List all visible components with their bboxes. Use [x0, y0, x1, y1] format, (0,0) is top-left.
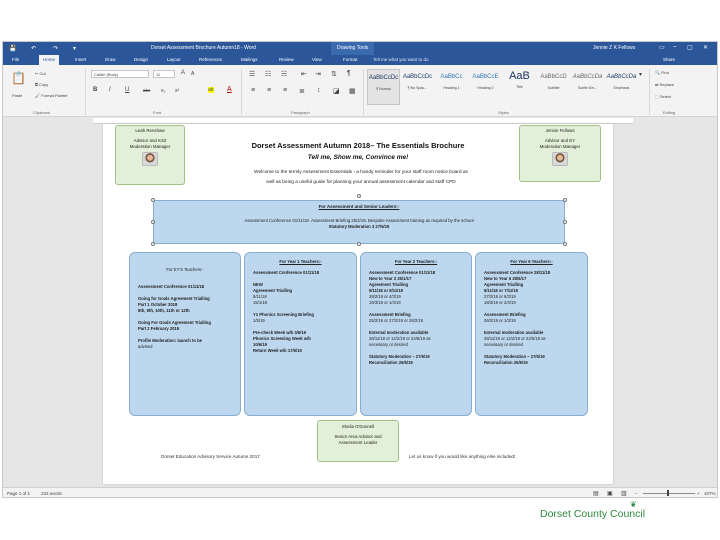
- year-1-teachers-box[interactable]: For Year 1 Teachers:- Assessment Conference 01/11/18 NEW Agreement Trialling 5/11/18 15/1/19 Y1 Phonics Screening Briefing 1/5/19 Pre-check Week w/b 3/6/19 Phonics Screening Week w/b 10/6/19 Return Week w/b 17/6/19: [244, 252, 357, 416]
- leaders-box-heading: For Assessment and Senior Leaders:-: [318, 204, 400, 209]
- title-bar: [3, 42, 718, 55]
- save-icon[interactable]: 💾: [9, 46, 17, 52]
- style-heading-2[interactable]: AaBbCcE Heading 2: [472, 74, 499, 90]
- window-title: Dorset Assessment Brochure Autumn18 - Word: [151, 45, 256, 51]
- strikethrough-button[interactable]: abc: [143, 88, 151, 93]
- tab-review[interactable]: Review: [279, 57, 294, 62]
- style-title[interactable]: AaB Title: [509, 70, 530, 89]
- grow-font-button[interactable]: A: [181, 70, 186, 76]
- zoom-slider-thumb[interactable]: [667, 490, 669, 496]
- borders-icon[interactable]: ▦: [349, 88, 356, 95]
- font-color-button[interactable]: A: [227, 86, 232, 93]
- show-formatting-icon[interactable]: ¶: [347, 70, 351, 77]
- right-contact-photo: [552, 152, 568, 166]
- copy-icon: ⧉: [35, 82, 39, 87]
- left-contact-photo: [142, 152, 158, 166]
- resize-handle[interactable]: [151, 220, 155, 224]
- resize-handle[interactable]: [151, 198, 155, 202]
- paste-icon[interactable]: 📋: [11, 71, 26, 85]
- clipboard-group-label: Clipboard: [33, 110, 51, 115]
- page-count[interactable]: Page 1 of 1: [7, 491, 31, 496]
- tell-me-search[interactable]: Tell me what you want to do: [373, 57, 429, 62]
- font-name-combo[interactable]: Calibri (Body): [91, 70, 149, 78]
- left-contact-name: Leah Renshaw: [135, 128, 165, 133]
- rotate-handle[interactable]: [357, 194, 361, 198]
- redo-icon[interactable]: ↷: [53, 46, 59, 52]
- style-no-spacing[interactable]: AaBbCcDc ¶ No Spac...: [402, 74, 433, 90]
- zoom-out-icon[interactable]: –: [635, 491, 638, 496]
- tab-references[interactable]: References: [199, 57, 223, 62]
- line-spacing-icon[interactable]: ↕: [317, 87, 321, 94]
- ribbon-separator: [649, 69, 650, 115]
- leaders-box-line-2: Statutory Moderation 3 27/6/19: [328, 224, 390, 229]
- select-icon: ⬚: [655, 94, 660, 99]
- tab-layout[interactable]: Layout: [167, 57, 181, 62]
- highlight-button[interactable]: ab: [208, 87, 214, 93]
- font-size-combo[interactable]: 11: [153, 70, 175, 78]
- justify-icon[interactable]: ≣: [299, 88, 305, 95]
- copy-button[interactable]: ⧉ Copy: [35, 82, 49, 87]
- minimize-button[interactable]: –: [673, 44, 677, 50]
- drawing-tools-context-label: Drawing Tools: [331, 42, 374, 55]
- status-bar: [3, 487, 718, 498]
- ribbon-separator: [241, 69, 242, 115]
- ribbon-display-options-icon[interactable]: ▭: [659, 45, 665, 51]
- tab-home[interactable]: Home: [39, 55, 59, 65]
- left-contact-role-2: Moderation Manager: [129, 144, 171, 149]
- close-button[interactable]: ✕: [703, 45, 709, 51]
- bottom-contact-name: Sheila O'Donnell: [341, 424, 375, 429]
- multilevel-list-icon[interactable]: ☵: [281, 71, 288, 78]
- superscript-button[interactable]: x²: [175, 88, 180, 94]
- right-contact-box[interactable]: [519, 125, 601, 182]
- column-heading: For Year 6 Teachers:-: [510, 259, 553, 264]
- document-subtitle: Tell me, Show me, Convince me!: [307, 154, 409, 161]
- tab-design[interactable]: Design: [134, 57, 149, 62]
- tab-file[interactable]: File: [12, 57, 20, 62]
- footer-right: Let us know if you would like anything else included!: [409, 454, 516, 459]
- decrease-indent-icon[interactable]: ⇤: [301, 71, 307, 78]
- tab-mailings[interactable]: Mailings: [241, 57, 258, 62]
- tab-draw[interactable]: Draw: [105, 57, 116, 62]
- document-canvas: [3, 124, 718, 487]
- resize-handle[interactable]: [563, 242, 567, 246]
- styles-gallery: [367, 69, 637, 105]
- column-heading: For EY'S Teachers:-: [166, 267, 204, 272]
- right-contact-role-1: Advisor and EY: [544, 138, 576, 143]
- column-heading: For Year 2 Teachers:-: [394, 259, 438, 264]
- footer-left: Dorset Education Advisory Service Autumn 2017: [161, 454, 260, 459]
- zoom-level[interactable]: 107%: [704, 491, 716, 496]
- increase-indent-icon[interactable]: ⇥: [315, 71, 321, 78]
- tab-format[interactable]: Format: [343, 57, 358, 62]
- sort-icon[interactable]: ⇅: [331, 71, 337, 78]
- resize-handle[interactable]: [357, 242, 361, 246]
- ribbon-home: [3, 65, 718, 117]
- bottom-contact-role-2: Assessment Leader: [338, 440, 378, 445]
- bold-button[interactable]: B: [93, 87, 98, 93]
- style-subtitle[interactable]: AaBbCcD Subtitle: [540, 74, 567, 90]
- ribbon-tabs: [3, 55, 718, 65]
- assessment-leaders-box[interactable]: [153, 200, 565, 244]
- replace-icon: ⇄: [655, 82, 660, 87]
- ribbon-separator: [85, 69, 86, 115]
- right-contact-name: Jennie Fellows: [545, 128, 575, 133]
- tab-view[interactable]: View: [312, 57, 322, 62]
- format-painter-button[interactable]: 🖌 Format Painter: [35, 93, 68, 98]
- tab-insert[interactable]: Insert: [75, 57, 87, 62]
- ribbon-separator: [363, 69, 364, 115]
- left-contact-role-1: Advisor and KS2: [133, 138, 167, 143]
- column-heading: For Year 1 Teachers:-: [279, 259, 322, 264]
- font-group-label: Font: [153, 110, 162, 115]
- read-mode-icon[interactable]: ▤: [593, 491, 599, 497]
- shading-icon[interactable]: ◪: [333, 88, 340, 95]
- resize-handle[interactable]: [151, 242, 155, 246]
- user-name[interactable]: Jennie Z K Fellows: [593, 45, 636, 51]
- find-button[interactable]: 🔍 Find: [655, 70, 669, 75]
- word-count[interactable]: 233 words: [41, 491, 62, 496]
- share-button[interactable]: Share: [663, 57, 676, 62]
- cut-button[interactable]: ✂ Cut: [35, 71, 46, 76]
- customize-quick-access-icon[interactable]: ▾: [73, 46, 77, 52]
- year-6-teachers-box[interactable]: For Year 6 Teachers:- Assessment Conference 28/11/18 New to Year 6 28/6/17 Agreement Trialling 6/11/18 or 7/11/18 27/2/19 or 6/3/19 18/3/19 or 2/4/19 Assessment Briefing 26/2/19 or 1/3/19 External moderation available 28/11/18 or 12/2/19 or 22/5/19 as necessary or desired Statutory Moderation – 27/6/19 Reconciliation 26/6/19: [475, 252, 588, 416]
- align-right-icon[interactable]: ≡: [283, 87, 288, 94]
- intro-text: Welcome to the termly Assessment Essentials - a handy reminder for your staff room notice board as well as being a useful guide for planning your annual assessment calendar and staff CPD: [254, 170, 468, 185]
- resize-handle[interactable]: [563, 198, 567, 202]
- align-center-icon[interactable]: ≡: [267, 87, 272, 94]
- italic-button[interactable]: I: [109, 87, 111, 93]
- style-subtle-emphasis[interactable]: AaBbCcDa Subtle Em...: [572, 74, 603, 90]
- undo-icon[interactable]: ↶: [31, 46, 37, 52]
- styles-scroll-icon[interactable]: ▾: [639, 72, 643, 78]
- web-layout-icon[interactable]: ▥: [621, 491, 627, 497]
- bottom-contact-box[interactable]: [317, 420, 399, 462]
- document-page[interactable]: [103, 124, 613, 484]
- dorset-logo-mark-icon: ❦: [630, 500, 637, 509]
- maximize-button[interactable]: ▢: [687, 45, 693, 51]
- cut-icon: ✂: [35, 71, 40, 76]
- dorset-county-council-logo: Dorset County Council: [540, 508, 646, 520]
- print-layout-icon[interactable]: ▣: [607, 491, 613, 497]
- left-contact-box[interactable]: [115, 125, 185, 185]
- paragraph-group-label: Paragraph: [291, 110, 310, 115]
- word-window: [2, 41, 718, 498]
- leaders-box-line-1: Assessment Conference 01/11/18. Assessment Briefing 25/2/19. Bespoke Assessment training as required by the school: [244, 218, 474, 223]
- paste-button[interactable]: Paste: [12, 93, 23, 98]
- replace-button[interactable]: ⇄ Replace: [655, 82, 675, 87]
- year-2-teachers-box[interactable]: For Year 2 Teachers:- Assessment Conference 01/11/18 New to Year 2 25/1/17 Agreement Trialling 5/11/18 or 8/11/18 28/2/19 or 4/3/19 19/3/19 or 1/4/19 Assessment Briefing 25/2/19 or 27/2/19 or 28/2/19 External moderation available 28/11/18 or 12/2/19 or 22/5/19 as necessary or desired Statutory Moderation – 27/6/19 Reconciliation 26/6/19: [360, 252, 472, 416]
- bottom-contact-role-1: Senior Area Advisor and: [334, 434, 382, 439]
- zoom-in-icon[interactable]: +: [697, 491, 700, 496]
- ey-teachers-box[interactable]: For EY'S Teachers:- Assessment Conference 01/11/18 Going for Goals Agreement Trialling Part 1 October 2018 8th, 9th, 10th, 11th or 12th Going For Goals Agreement Trialling Part 2 February 2019 Profile Moderation: launch to be advised: [129, 252, 241, 416]
- find-icon: 🔍: [655, 70, 662, 75]
- style-normal[interactable]: AaBbCcDc ¶ Normal: [367, 69, 400, 105]
- underline-button[interactable]: U: [125, 87, 130, 93]
- shrink-font-button[interactable]: A: [191, 71, 195, 77]
- zoom-slider[interactable]: [643, 493, 695, 494]
- styles-group-label: Styles: [498, 110, 509, 115]
- subscript-button[interactable]: x₂: [161, 88, 166, 94]
- format-painter-icon: 🖌: [35, 93, 42, 98]
- style-emphasis[interactable]: AaBbCcDa Emphasis: [606, 74, 637, 90]
- select-button[interactable]: ⬚ Select: [655, 94, 672, 99]
- style-heading-1[interactable]: AaBbCc Heading 1: [440, 74, 463, 90]
- numbering-icon[interactable]: ☷: [265, 71, 272, 78]
- editing-group-label: Editing: [663, 110, 676, 115]
- resize-handle[interactable]: [563, 220, 567, 224]
- bullets-icon[interactable]: ☰: [249, 71, 256, 78]
- right-contact-role-2: Moderation Manager: [539, 144, 581, 149]
- document-title: Dorset Assessment Autumn 2018– The Essentials Brochure: [251, 141, 465, 150]
- align-left-icon[interactable]: ≡: [251, 87, 256, 94]
